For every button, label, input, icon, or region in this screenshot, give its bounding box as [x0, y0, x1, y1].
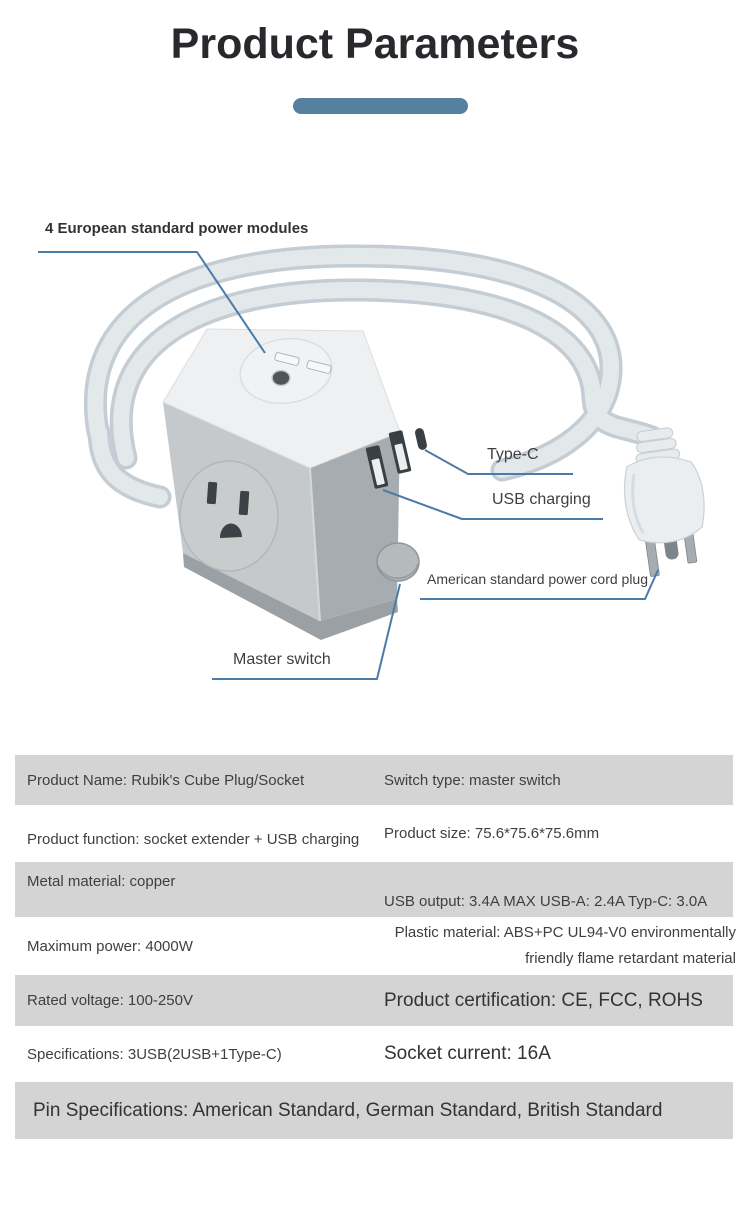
spec-socket-current: Socket current: 16A	[384, 1043, 551, 1064]
table-row	[15, 862, 733, 917]
spec-metal-material: Metal material: copper	[27, 873, 176, 890]
table-row	[15, 975, 733, 1026]
spec-switch-type: Switch type: master switch	[384, 771, 561, 789]
spec-pin-specifications: Pin Specifications: American Standard, German Standard, British Standard	[33, 1099, 663, 1121]
callout-label-master-switch: Master switch	[233, 651, 331, 668]
front-us-outlet	[180, 461, 278, 571]
table-row	[15, 1082, 733, 1139]
spec-product-size: Product size: 75.6*75.6*75.6mm	[384, 825, 600, 842]
callout-label-type-c: Type-C	[487, 446, 539, 463]
spec-plastic-material: Plastic material: ABS+PC UL94-V0 environmentally friendly flame retardant material	[394, 923, 736, 967]
callout-label-euro-modules: 4 European standard power modules	[45, 220, 309, 237]
spec-product-name: Product Name: Rubik's Cube Plug/Socket	[27, 771, 305, 789]
spec-table	[15, 755, 736, 1139]
callout-label-usb-charging: USB charging	[492, 491, 591, 508]
spec-rated-voltage: Rated voltage: 100-250V	[27, 992, 193, 1009]
us-plug	[616, 424, 714, 578]
spec-specifications: Specifications: 3USB(2USB+1Type-C)	[27, 1045, 282, 1063]
spec-usb-output: USB output: 3.4A MAX USB-A: 2.4A Typ-C: 3.0A	[384, 893, 708, 910]
spec-maximum-power: Maximum power: 4000W	[27, 937, 193, 955]
master-switch-button	[377, 543, 419, 581]
table-row	[15, 1026, 733, 1082]
spec-product-function: Product function: socket extender + USB charging	[27, 831, 360, 848]
table-row	[15, 755, 733, 805]
callout-label-american-plug: American standard power cord plug	[427, 571, 649, 587]
spec-product-certification: Product certification: CE, FCC, ROHS	[384, 989, 703, 1011]
type-c-port	[414, 427, 428, 450]
page-title: Product Parameters	[170, 20, 580, 68]
cube-socket	[163, 329, 428, 640]
